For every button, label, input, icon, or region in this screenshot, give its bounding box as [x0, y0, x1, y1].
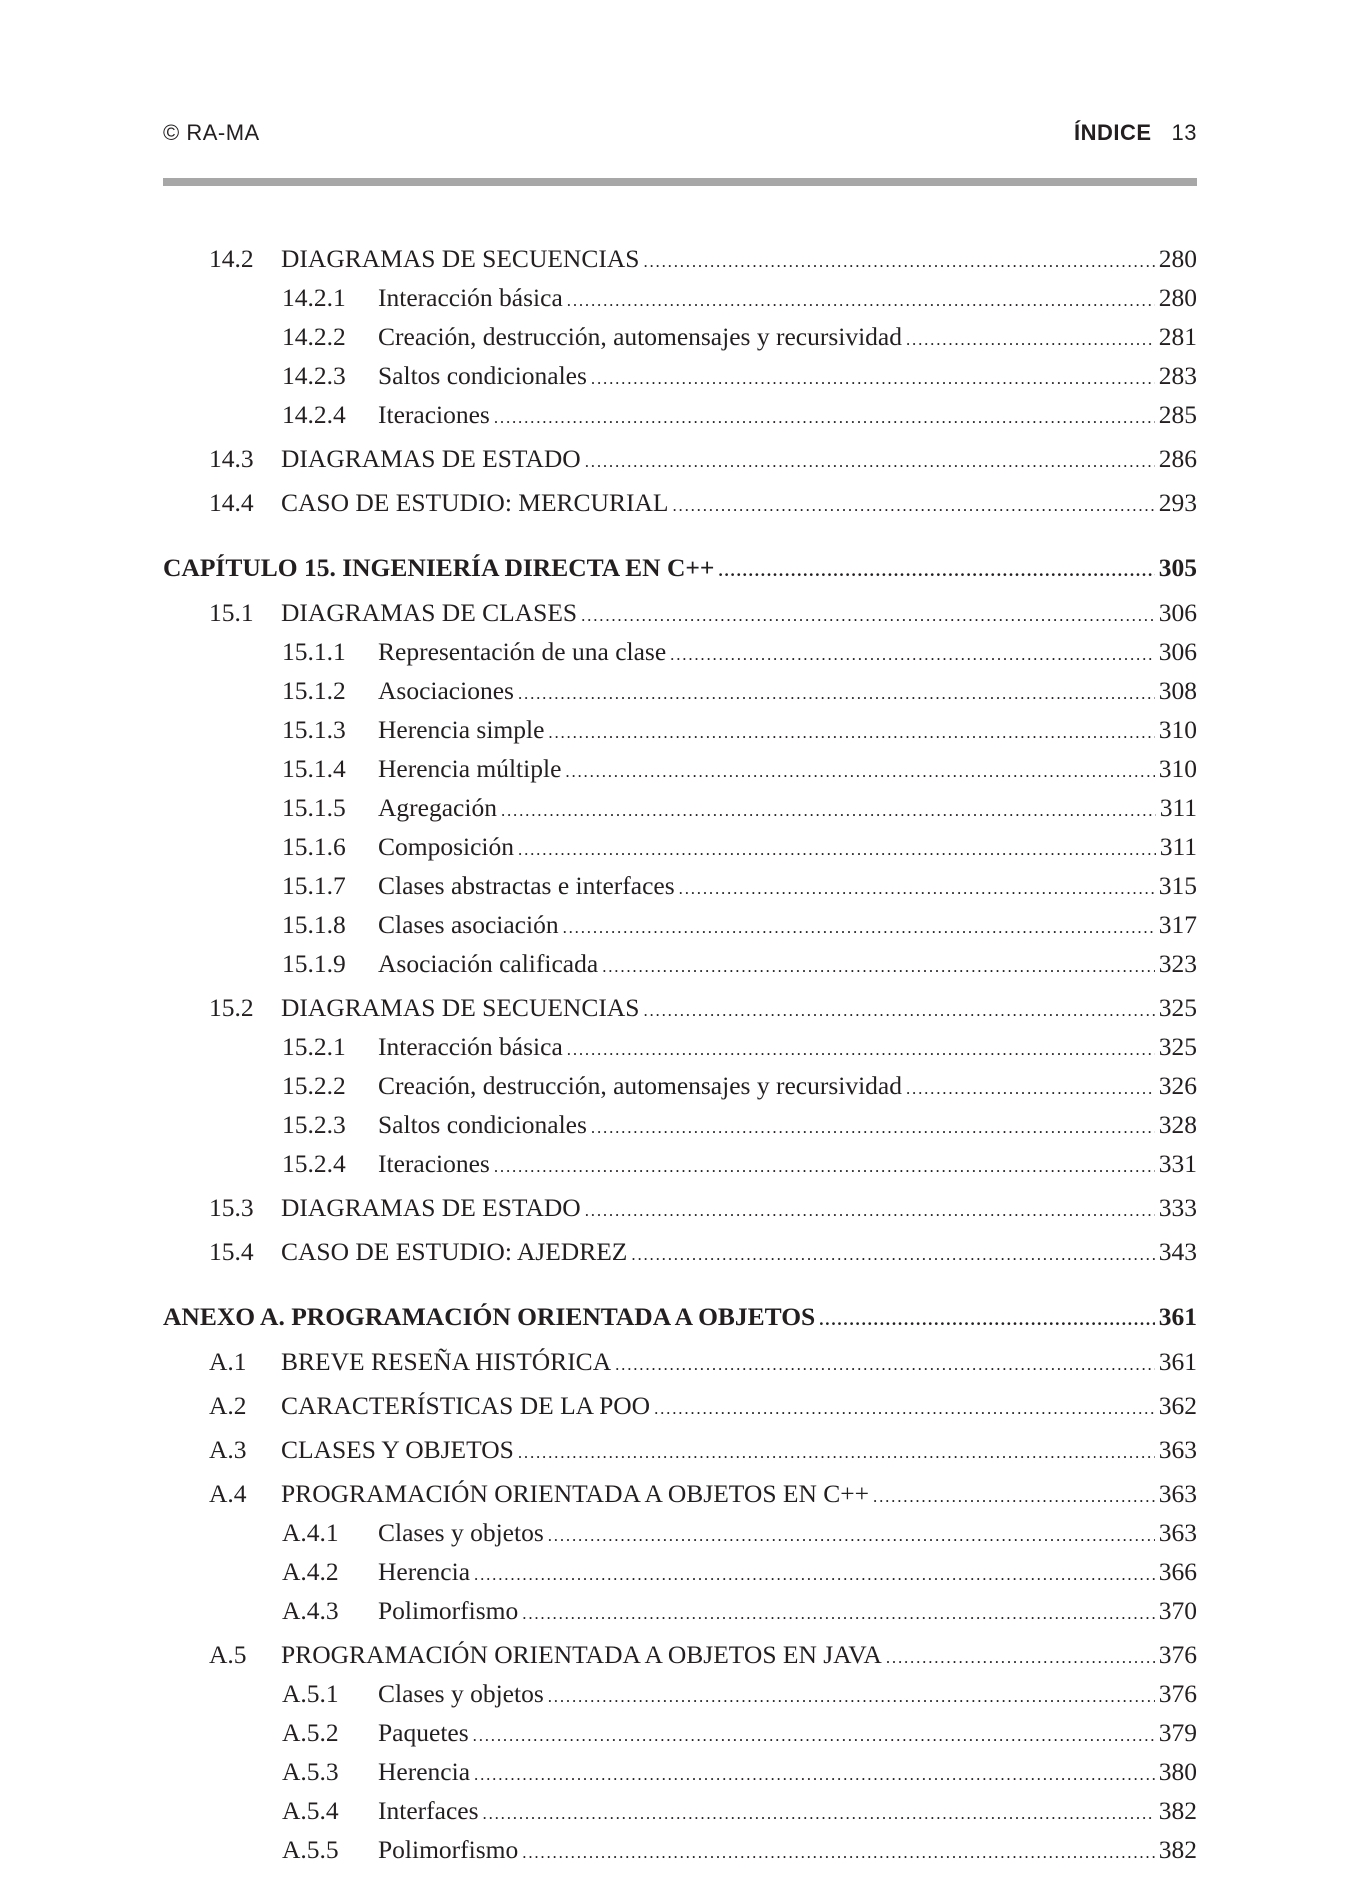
- dot-leader: [631, 1237, 1154, 1273]
- toc-entry-number: A.5.4: [282, 1796, 339, 1825]
- running-head-page-number: 13: [1171, 120, 1197, 145]
- dot-leader: [548, 1679, 1155, 1715]
- toc-entry-page: 376: [1158, 1640, 1197, 1669]
- dot-leader: [565, 754, 1154, 790]
- toc-entry-page: 306: [1158, 637, 1197, 666]
- dot-leader: [581, 598, 1155, 634]
- toc-entry-number: 15.2.1: [282, 1032, 346, 1061]
- table-of-contents: [163, 236, 1197, 1871]
- toc-section-entry: [163, 990, 1197, 1029]
- toc-entry-title: Clases y objetos: [378, 1518, 544, 1547]
- toc-subsection-entry: [163, 1832, 1197, 1871]
- toc-entry-title: ANEXO A. PROGRAMACIÓN ORIENTADA A OBJETOS: [163, 1302, 816, 1331]
- toc-section-entry: [163, 1637, 1197, 1676]
- publisher-mark: © RA-MA: [163, 120, 260, 145]
- dot-leader: [548, 715, 1154, 751]
- dot-leader: [679, 871, 1155, 907]
- toc-chapter-entry: [163, 1299, 1197, 1338]
- toc-entry-number: 14.2.1: [282, 283, 346, 312]
- toc-entry-page: 376: [1158, 1679, 1197, 1708]
- toc-entry-title: Paquetes: [378, 1718, 469, 1747]
- toc-entry-title: Clases asociación: [378, 910, 559, 939]
- toc-entry-number: 15.1.4: [282, 754, 346, 783]
- dot-leader: [522, 1835, 1154, 1871]
- toc-entry-number: A.5.2: [282, 1718, 339, 1747]
- toc-entry-title: Herencia múltiple: [378, 754, 562, 783]
- dot-leader: [494, 1149, 1155, 1185]
- dot-leader: [585, 444, 1155, 480]
- toc-entry-page: 363: [1158, 1518, 1197, 1547]
- toc-entry-number: 15.1: [209, 598, 254, 627]
- dot-leader: [518, 832, 1156, 868]
- toc-entry-number: 15.1.6: [282, 832, 346, 861]
- toc-entry-title: DIAGRAMAS DE CLASES: [281, 598, 578, 627]
- toc-entry-page: 328: [1158, 1110, 1197, 1139]
- toc-entry-number: 15.1.5: [282, 793, 346, 822]
- toc-entry-title: Interacción básica: [378, 1032, 563, 1061]
- toc-entry-page: 382: [1158, 1835, 1197, 1864]
- toc-entry-title: Polimorfismo: [378, 1596, 519, 1625]
- toc-subsection-entry: [163, 868, 1197, 907]
- toc-entry-page: 331: [1158, 1149, 1197, 1178]
- toc-entry-title: Iteraciones: [378, 1149, 490, 1178]
- toc-subsection-entry: [163, 907, 1197, 946]
- toc-section-entry: [163, 1190, 1197, 1229]
- toc-entry-number: A.4.1: [282, 1518, 339, 1547]
- dot-leader: [643, 244, 1154, 280]
- toc-entry-number: A.2: [209, 1391, 247, 1420]
- toc-entry-title: Creación, destrucción, automensajes y recursividad: [378, 1071, 902, 1100]
- toc-entry-page: 286: [1158, 444, 1197, 473]
- header-rule: [163, 178, 1197, 186]
- toc-section-entry: [163, 485, 1197, 524]
- toc-section-entry: [163, 1476, 1197, 1515]
- toc-entry-title: CAPÍTULO 15. INGENIERÍA DIRECTA EN C++: [163, 553, 715, 582]
- toc-entry-page: 343: [1158, 1237, 1197, 1266]
- running-head: [1074, 120, 1197, 146]
- dot-leader: [518, 676, 1155, 712]
- toc-entry-page: 280: [1158, 283, 1197, 312]
- toc-entry-page: 333: [1158, 1193, 1197, 1222]
- toc-entry-page: 280: [1158, 244, 1197, 273]
- toc-subsection-entry: [163, 1068, 1197, 1107]
- toc-entry-title: DIAGRAMAS DE ESTADO: [281, 444, 581, 473]
- toc-entry-title: CASO DE ESTUDIO: AJEDREZ: [281, 1237, 628, 1266]
- toc-entry-number: 15.3: [209, 1193, 254, 1222]
- dot-leader: [522, 1596, 1154, 1632]
- toc-entry-page: 379: [1158, 1718, 1197, 1747]
- toc-entry-number: 15.1.3: [282, 715, 346, 744]
- toc-entry-title: Iteraciones: [378, 400, 490, 429]
- toc-entry-title: Herencia: [378, 1757, 471, 1786]
- toc-subsection-entry: [163, 634, 1197, 673]
- dot-leader: [672, 488, 1154, 524]
- toc-entry-title: CLASES Y OBJETOS: [281, 1435, 514, 1464]
- toc-entry-title: Clases abstractas e interfaces: [378, 871, 675, 900]
- toc-subsection-entry: [163, 673, 1197, 712]
- toc-entry-title: DIAGRAMAS DE SECUENCIAS: [281, 244, 640, 273]
- toc-entry-number: A.1: [209, 1347, 247, 1376]
- toc-entry-page: 283: [1158, 361, 1197, 390]
- toc-section-entry: [163, 1388, 1197, 1427]
- toc-entry-page: 315: [1158, 871, 1197, 900]
- toc-section-entry: [163, 1234, 1197, 1273]
- dot-leader: [591, 361, 1155, 397]
- toc-entry-number: 15.1.9: [282, 949, 346, 978]
- toc-entry-title: DIAGRAMAS DE SECUENCIAS: [281, 993, 640, 1022]
- toc-entry-number: A.5.5: [282, 1835, 339, 1864]
- dot-leader: [548, 1518, 1155, 1554]
- toc-entry-title: Agregación: [378, 793, 497, 822]
- dot-leader: [473, 1718, 1155, 1754]
- toc-entry-page: 363: [1158, 1479, 1197, 1508]
- toc-entry-page: 310: [1158, 754, 1197, 783]
- dot-leader: [654, 1391, 1155, 1427]
- toc-entry-number: 14.4: [209, 488, 254, 517]
- dot-leader: [474, 1757, 1155, 1793]
- toc-entry-title: CARACTERÍSTICAS DE LA POO: [281, 1391, 651, 1420]
- toc-entry-page: 366: [1158, 1557, 1197, 1586]
- toc-subsection-entry: [163, 946, 1197, 985]
- toc-section-entry: [163, 241, 1197, 280]
- toc-entry-number: 14.2: [209, 244, 254, 273]
- toc-entry-number: A.5: [209, 1640, 247, 1669]
- dot-leader: [567, 1032, 1155, 1068]
- toc-subsection-entry: [163, 1793, 1197, 1832]
- dot-leader: [643, 993, 1154, 1029]
- toc-section-entry: [163, 1344, 1197, 1383]
- dot-leader: [819, 1302, 1155, 1338]
- toc-entry-page: 325: [1158, 993, 1197, 1022]
- toc-entry-title: Saltos condicionales: [378, 361, 587, 390]
- toc-entry-title: PROGRAMACIÓN ORIENTADA A OBJETOS EN C++: [281, 1479, 870, 1508]
- toc-entry-page: 382: [1158, 1796, 1197, 1825]
- dot-leader: [585, 1193, 1155, 1229]
- toc-entry-title: BREVE RESEÑA HISTÓRICA: [281, 1347, 612, 1376]
- toc-entry-title: Herencia: [378, 1557, 471, 1586]
- toc-section-entry: [163, 595, 1197, 634]
- toc-subsection-entry: [163, 1554, 1197, 1593]
- toc-entry-number: A.5.3: [282, 1757, 339, 1786]
- toc-entry-number: 15.1.7: [282, 871, 346, 900]
- dot-leader: [563, 910, 1155, 946]
- toc-subsection-entry: [163, 319, 1197, 358]
- dot-leader: [494, 400, 1155, 436]
- toc-entry-page: 380: [1158, 1757, 1197, 1786]
- toc-entry-page: 311: [1159, 793, 1197, 822]
- toc-entry-number: 14.2.4: [282, 400, 346, 429]
- toc-entry-number: 15.1.2: [282, 676, 346, 705]
- toc-subsection-entry: [163, 1146, 1197, 1185]
- toc-entry-page: 310: [1158, 715, 1197, 744]
- toc-entry-page: 361: [1158, 1347, 1197, 1376]
- toc-subsection-entry: [163, 712, 1197, 751]
- toc-entry-number: 14.2.2: [282, 322, 346, 351]
- toc-entry-title: DIAGRAMAS DE ESTADO: [281, 1193, 581, 1222]
- toc-entry-title: Interacción básica: [378, 283, 563, 312]
- toc-entry-title: Polimorfismo: [378, 1835, 519, 1864]
- toc-entry-number: 15.2.2: [282, 1071, 346, 1100]
- toc-subsection-entry: [163, 1754, 1197, 1793]
- dot-leader: [567, 283, 1155, 319]
- toc-entry-page: 325: [1158, 1032, 1197, 1061]
- dot-leader: [602, 949, 1155, 985]
- toc-subsection-entry: [163, 1715, 1197, 1754]
- toc-entry-title: Composición: [378, 832, 515, 861]
- toc-entry-number: A.4.2: [282, 1557, 339, 1586]
- toc-subsection-entry: [163, 358, 1197, 397]
- toc-entry-title: Interfaces: [378, 1796, 479, 1825]
- toc-subsection-entry: [163, 1029, 1197, 1068]
- toc-entry-page: 361: [1158, 1302, 1197, 1331]
- toc-entry-title: PROGRAMACIÓN ORIENTADA A OBJETOS EN JAVA: [281, 1640, 882, 1669]
- toc-entry-number: 14.2.3: [282, 361, 346, 390]
- toc-entry-page: 281: [1158, 322, 1197, 351]
- toc-subsection-entry: [163, 829, 1197, 868]
- toc-entry-title: Asociaciones: [378, 676, 514, 705]
- toc-entry-number: 15.1.1: [282, 637, 346, 666]
- toc-chapter-entry: [163, 550, 1197, 589]
- toc-entry-title: Clases y objetos: [378, 1679, 544, 1708]
- toc-entry-title: Asociación calificada: [378, 949, 599, 978]
- toc-entry-page: 326: [1158, 1071, 1197, 1100]
- toc-entry-number: 15.2.3: [282, 1110, 346, 1139]
- toc-entry-page: 305: [1158, 553, 1197, 582]
- toc-entry-title: CASO DE ESTUDIO: MERCURIAL: [281, 488, 669, 517]
- toc-subsection-entry: [163, 790, 1197, 829]
- dot-leader: [718, 553, 1154, 589]
- toc-entry-page: 323: [1158, 949, 1197, 978]
- toc-section-entry: [163, 441, 1197, 480]
- toc-entry-page: 363: [1158, 1435, 1197, 1464]
- toc-subsection-entry: [163, 751, 1197, 790]
- dot-leader: [483, 1796, 1155, 1832]
- dot-leader: [906, 1071, 1155, 1107]
- toc-subsection-entry: [163, 1515, 1197, 1554]
- dot-leader: [906, 322, 1155, 358]
- toc-entry-page: 311: [1159, 832, 1197, 861]
- toc-entry-title: Representación de una clase: [378, 637, 667, 666]
- dot-leader: [873, 1479, 1155, 1515]
- toc-entry-number: 15.2.4: [282, 1149, 346, 1178]
- running-head-section: ÍNDICE: [1073, 120, 1152, 145]
- toc-entry-page: 293: [1158, 488, 1197, 517]
- toc-entry-title: Herencia simple: [378, 715, 545, 744]
- toc-entry-page: 317: [1158, 910, 1197, 939]
- toc-entry-number: 15.2: [209, 993, 254, 1022]
- toc-subsection-entry: [163, 1676, 1197, 1715]
- toc-entry-number: A.4.3: [282, 1596, 339, 1625]
- toc-entry-number: 15.1.8: [282, 910, 346, 939]
- toc-entry-page: 306: [1158, 598, 1197, 627]
- dot-leader: [670, 637, 1155, 673]
- toc-entry-page: 308: [1158, 676, 1197, 705]
- toc-subsection-entry: [163, 1593, 1197, 1632]
- dot-leader: [886, 1640, 1155, 1676]
- dot-leader: [501, 793, 1156, 829]
- toc-section-entry: [163, 1432, 1197, 1471]
- toc-entry-page: 370: [1158, 1596, 1197, 1625]
- dot-leader: [591, 1110, 1155, 1146]
- dot-leader: [615, 1347, 1155, 1383]
- dot-leader: [474, 1557, 1155, 1593]
- toc-entry-page: 285: [1158, 400, 1197, 429]
- toc-entry-number: A.3: [209, 1435, 247, 1464]
- toc-entry-number: A.4: [209, 1479, 247, 1508]
- toc-subsection-entry: [163, 397, 1197, 436]
- dot-leader: [518, 1435, 1155, 1471]
- toc-subsection-entry: [163, 1107, 1197, 1146]
- toc-entry-number: A.5.1: [282, 1679, 339, 1708]
- page-header: [163, 116, 1197, 152]
- toc-entry-number: 14.3: [209, 444, 254, 473]
- toc-entry-page: 362: [1158, 1391, 1197, 1420]
- toc-subsection-entry: [163, 280, 1197, 319]
- toc-entry-number: 15.4: [209, 1237, 254, 1266]
- toc-entry-title: Creación, destrucción, automensajes y recursividad: [378, 322, 902, 351]
- toc-entry-title: Saltos condicionales: [378, 1110, 587, 1139]
